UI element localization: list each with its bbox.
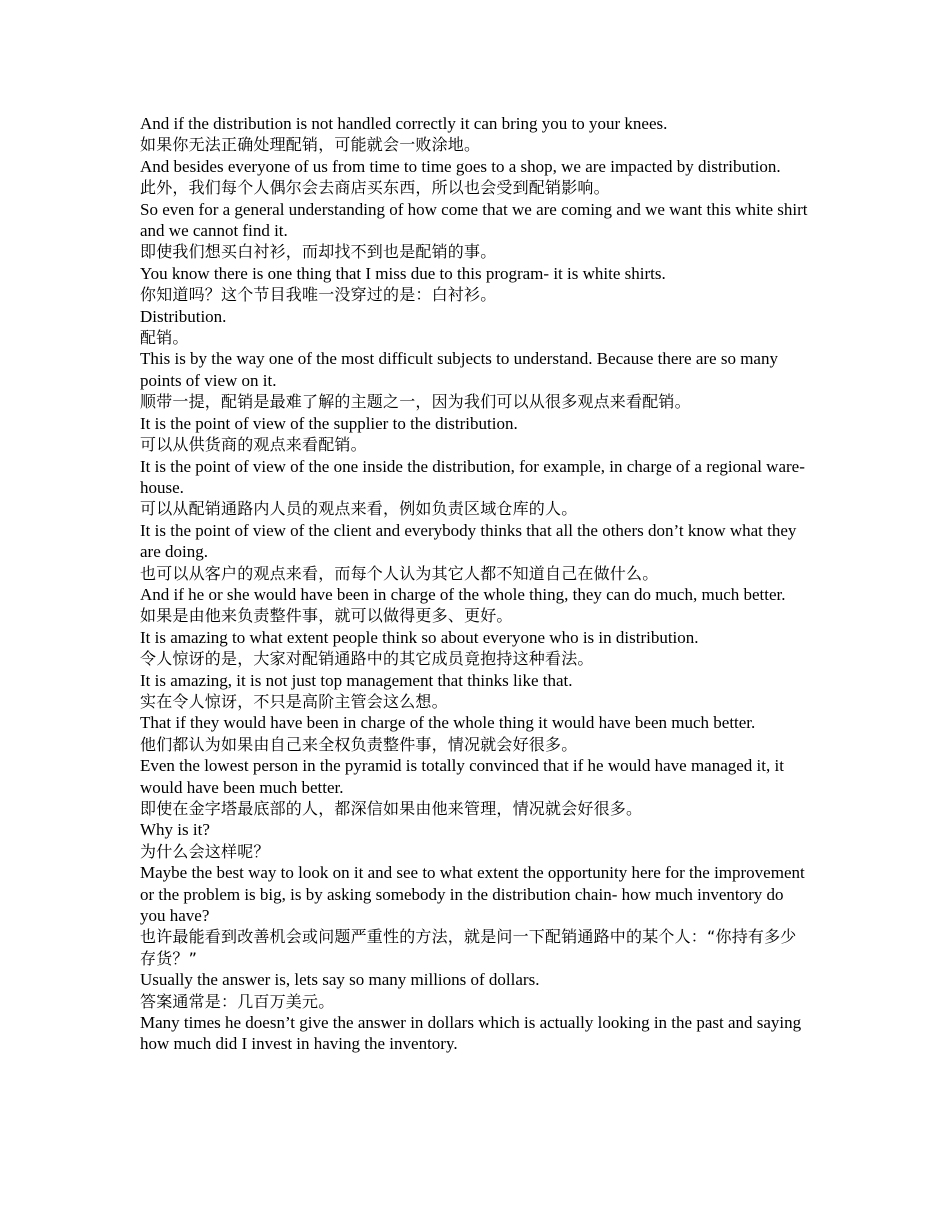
text-line-zh: 他们都认为如果由自己来全权负责整件事，情况就会好很多。	[140, 734, 578, 754]
text-line-en: It is amazing, it is not just top management that thinks like that.	[140, 670, 573, 690]
text-line-en: And if the distribution is not handled correctly it can bring you to your knees.	[140, 114, 668, 133]
text-line-en: Distribution.	[140, 306, 227, 326]
text-line-en: It is amazing to what extent people think so about everyone who is in distribution.	[140, 627, 699, 647]
text-line-zh: 可以从配销通路内人员的观点来看，例如负责区域仓库的人。	[140, 499, 578, 519]
text-line-en: This is by the way one of the most difficult subjects to understand. Because there are so many points of view on it.	[140, 349, 778, 390]
text-line-zh: 即使我们想买白衬衫，而却找不到也是配销的事。	[140, 242, 497, 262]
text-line-zh: 你知道吗？这个节目我唯一没穿过的是：白衬衫。	[140, 285, 497, 305]
text-line-zh: 实在令人惊讶，不只是高阶主管会这么想。	[140, 691, 448, 711]
text-line-zh: 也许最能看到改善机会或问题严重性的方法，就是问一下配销通路中的某个人：“你持有多少存货？”	[140, 927, 797, 968]
text-line-zh: 此外，我们每个人偶尔会去商店买东西，所以也会受到配销影响。	[140, 178, 610, 198]
text-line-en: You know there is one thing that I miss due to this program- it is white shirts.	[140, 263, 666, 283]
text-line-zh: 可以从供货商的观点来看配销。	[140, 435, 367, 455]
text-line-en: Usually the answer is, lets say so many millions of dollars.	[140, 970, 540, 990]
text-line-en: And if he or she would have been in charge of the whole thing, they can do much, much better.	[140, 584, 786, 604]
text-line-en: It is the point of view of the one inside the distribution, for example, in charge of a regional ware-house.	[140, 456, 805, 497]
text-line-zh: 如果是由他来负责整件事，就可以做得更多、更好。	[140, 606, 513, 626]
document-page	[140, 113, 810, 1055]
text-line-en: And besides everyone of us from time to time goes to a shop, we are impacted by distribution.	[140, 156, 781, 176]
text-line-zh: 配销。	[140, 328, 189, 348]
text-line-zh: 为什么会这样呢？	[140, 841, 270, 861]
text-line-en: Many times he doesn’t give the answer in dollars which is actually looking in the past and saying how much did I invest in having the inventory.	[140, 1013, 802, 1054]
text-line-en: It is the point of view of the supplier to the distribution.	[140, 413, 518, 433]
text-line-zh: 如果你无法正确处理配销，可能就会一败涂地。	[140, 135, 481, 155]
text-line-zh: 令人惊讶的是，大家对配销通路中的其它成员竟抱持这种看法。	[140, 649, 594, 669]
text-line-en: That if they would have been in charge of the whole thing it would have been much better.	[140, 713, 756, 733]
text-line-zh: 也可以从客户的观点来看，而每个人认为其它人都不知道自己在做什么。	[140, 563, 659, 583]
text-line-en: It is the point of view of the client and everybody thinks that all the others don’t know what they are doing.	[140, 520, 797, 562]
text-line-en: So even for a general understanding of how come that we are coming and we want this white shirt and we cannot find it.	[140, 199, 808, 241]
text-line-zh: 顺带一提，配销是最难了解的主题之一，因为我们可以从很多观点来看配销。	[140, 392, 691, 412]
text-line-zh: 答案通常是：几百万美元。	[140, 991, 335, 1011]
text-line-en: Why is it?	[140, 820, 210, 840]
text-line-en: Maybe the best way to look on it and see to what extent the opportunity here for the improvement or the problem is big, is by asking somebody in the distribution chain- how much inventory do you have?	[140, 863, 805, 926]
text-line-en: Even the lowest person in the pyramid is totally convinced that if he would have managed it, it would have been much better.	[140, 756, 784, 797]
text-line-zh: 即使在金字塔最底部的人，都深信如果由他来管理，情况就会好很多。	[140, 799, 643, 818]
